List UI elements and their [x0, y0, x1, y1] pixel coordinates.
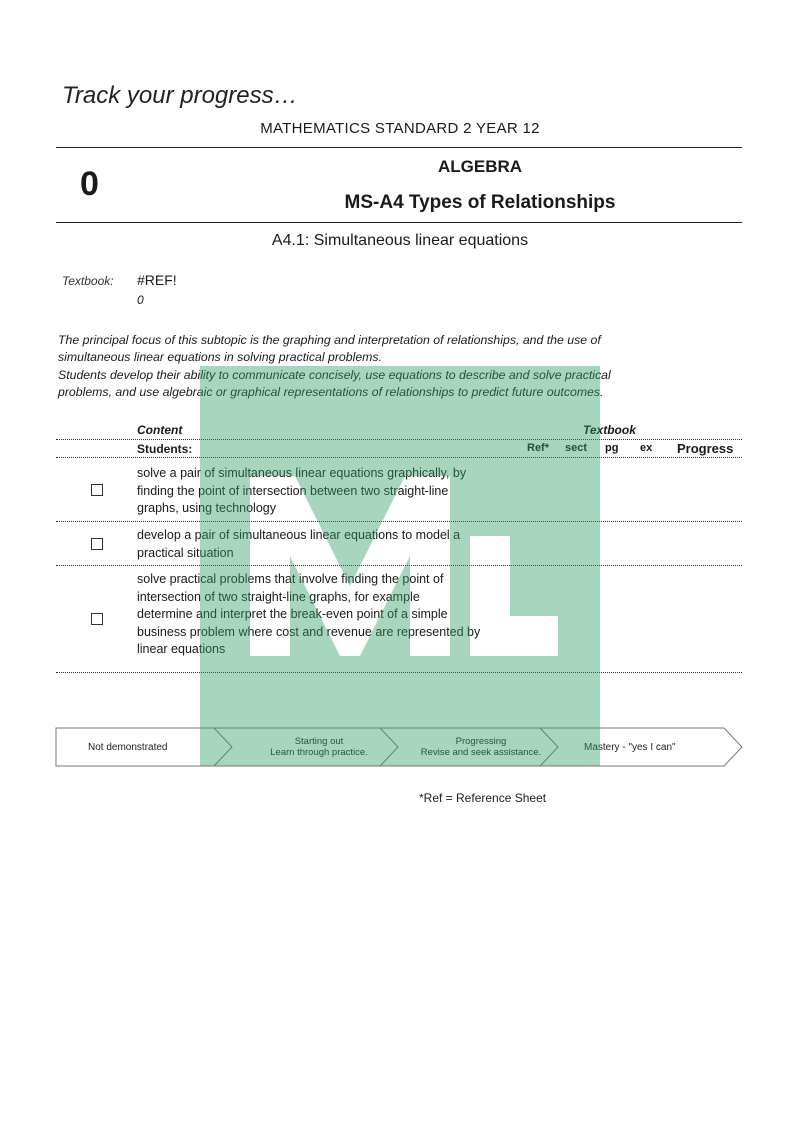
row-line: determine and interpret the break-even point of a simple: [137, 607, 448, 621]
row-line: practical situation: [137, 545, 234, 560]
header-divider: [56, 457, 742, 458]
stage-subtitle: Learn through practice.: [270, 747, 368, 758]
table-row: [137, 571, 537, 659]
watermark-logo: [200, 366, 600, 766]
watermark-block: [200, 366, 600, 766]
table-row: [137, 465, 537, 518]
row-line: solve practical problems that involve finding the point of: [137, 572, 444, 586]
top-rule: [56, 147, 742, 148]
content-heading: Content: [137, 423, 183, 437]
stage-subtitle: Revise and seek assistance.: [420, 747, 542, 758]
strand-title: ALGEBRA: [437, 157, 523, 176]
row-checkbox[interactable]: [91, 484, 103, 496]
col-ex: ex: [640, 442, 653, 454]
row-line: graphs, using technology: [137, 501, 276, 515]
row-line: business problem where cost and revenue are represented by: [137, 624, 481, 639]
stage-starting-out: [244, 736, 394, 758]
row-divider: [56, 565, 742, 566]
stage-title: Progressing: [455, 736, 507, 747]
students-heading: Students:: [137, 442, 193, 456]
row-checkbox[interactable]: [91, 613, 103, 625]
row-line: linear equations: [137, 642, 226, 656]
col-ref: Ref*: [527, 442, 550, 454]
header-divider: [56, 439, 742, 440]
focus-line: problems, and use algebraic or graphical representations of relationships to predict future outcomes.: [58, 385, 604, 400]
stage-progressing: [401, 736, 561, 758]
row-divider: [56, 672, 742, 673]
focus-line: The principal focus of this subtopic is the graphing and interpretation of relationships, and the use of: [58, 333, 601, 347]
row-line: develop a pair of simultaneous linear equations to model a: [137, 528, 461, 542]
bottom-rule: [56, 222, 742, 223]
col-progress: Progress: [677, 441, 734, 456]
stage-mastery: Mastery - "yes I can": [584, 742, 676, 753]
row-divider: [56, 521, 742, 522]
textbook-value: 0: [137, 293, 144, 307]
focus-line: simultaneous linear equations in solving practical problems.: [58, 350, 382, 365]
row-line: solve a pair of simultaneous linear equations graphically, by: [137, 466, 467, 480]
subtopic-title: A4.1: Simultaneous linear equations: [271, 232, 529, 249]
topic-title: MS-A4 Types of Relationships: [344, 192, 616, 213]
col-pg: pg: [605, 442, 619, 454]
textbook-heading: Textbook: [583, 423, 636, 437]
focus-line: Students develop their ability to communicate concisely, use equations to describe and solve practical: [58, 367, 611, 382]
course-title: MATHEMATICS STANDARD 2 YEAR 12: [260, 120, 540, 137]
reference-footnote: *Ref = Reference Sheet: [419, 791, 547, 805]
track-progress-title: Track your progress…: [62, 82, 298, 109]
textbook-label: Textbook:: [62, 274, 114, 288]
topic-number: 0: [80, 165, 99, 203]
col-sect: sect: [565, 442, 588, 454]
focus-paragraph: [58, 332, 748, 402]
stage-title: Starting out: [294, 736, 344, 747]
textbook-ref: #REF!: [137, 272, 177, 288]
row-line: intersection of two straight-line graphs, for example: [137, 589, 420, 604]
row-line: finding the point of intersection between two straight-line: [137, 483, 449, 498]
table-row: [137, 527, 537, 562]
stage-not-demonstrated: Not demonstrated: [88, 742, 168, 753]
row-checkbox[interactable]: [91, 538, 103, 550]
